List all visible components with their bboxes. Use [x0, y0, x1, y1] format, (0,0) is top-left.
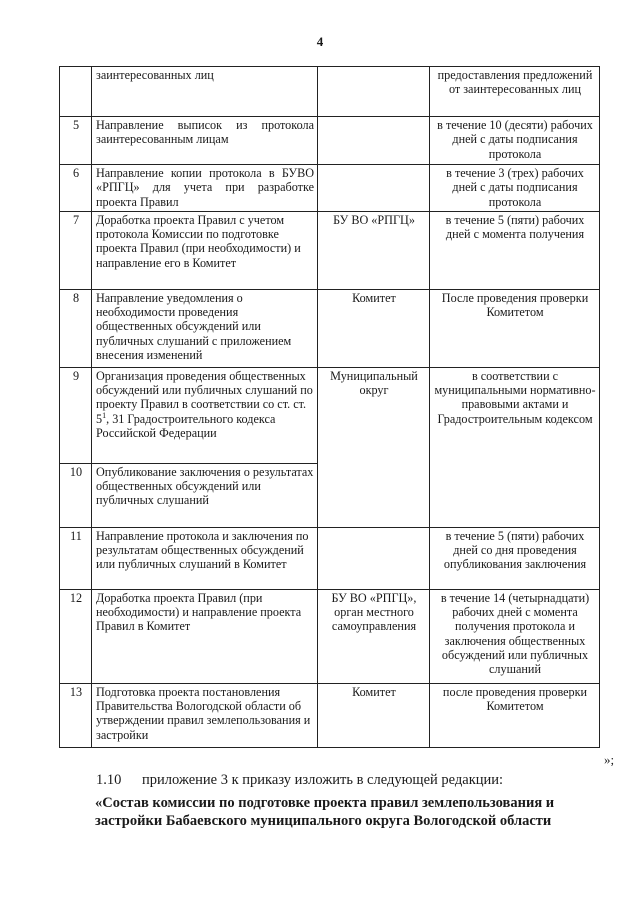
row-responsible: [318, 117, 430, 165]
row-term: в течение 10 (десяти) рабочих дней с даты подписания протокола: [430, 117, 600, 165]
page-number: 4: [316, 34, 324, 49]
row-number: 11: [60, 527, 92, 589]
row-action: Доработка проекта Правил с учетом протокола Комиссии по подготовке проекта Правил (при необходимости) и направление его в Комитет: [92, 211, 318, 289]
row-action: Направление выписок из протокола заинтересованным лицам: [92, 117, 318, 165]
row-number: 13: [60, 683, 92, 747]
table-row: [60, 527, 600, 589]
closing-quote-mark: »;: [604, 752, 615, 767]
row-term: в течение 14 (четырнадцати) рабочих дней с момента получения протокола и заключения общественных обсуждений или публичных слушаний: [430, 589, 600, 683]
row-action: Направление уведомления о необходимости проведения общественных обсуждений или публичных слушаний с приложением внесения изменений: [92, 289, 318, 367]
table-row: [60, 589, 600, 683]
row-action: Направление копии протокола в БУВО «РПГЦ» для учета при разработке проекта Правил: [92, 165, 318, 212]
row-responsible: [318, 165, 430, 212]
row-term: в течение 3 (трех) рабочих дней с даты подписания протокола: [430, 165, 600, 212]
row-responsible: [318, 67, 430, 117]
table-row: [60, 165, 600, 212]
action-text-continued: , 31 Градостроительного кодекса Российской Федерации: [96, 411, 276, 441]
row-term: После проведения проверки Комитетом: [430, 289, 600, 367]
row-responsible: Комитет: [318, 289, 430, 367]
row-responsible: БУ ВО «РПГЦ», орган местного самоуправления: [318, 589, 430, 683]
table-row: [60, 67, 600, 117]
row-number: 9: [60, 367, 92, 463]
row-responsible: Комитет: [318, 683, 430, 747]
row-action: Опубликование заключения о результатах общественных обсуждений или публичных слушаний: [92, 463, 318, 527]
row-number: 6: [60, 165, 92, 212]
table-row: [60, 211, 600, 289]
row-number: 8: [60, 289, 92, 367]
action-text: Организация проведения общественных обсуждений или публичных слушаний по проекту Правил в соответствии со ст. ст. 5: [96, 368, 313, 426]
row-responsible: Муниципальный округ: [318, 367, 430, 527]
row-number: [60, 67, 92, 117]
row-term: в соответствии с муниципальными нормативно-правовыми актами и Градостроительным кодексом: [430, 367, 600, 527]
paragraph-text: приложение 3 к приказу изложить в следующей редакции:: [142, 772, 504, 788]
row-term: предоставления предложений от заинтересованных лиц: [430, 67, 600, 117]
row-term: в течение 5 (пяти) рабочих дней с момента получения: [430, 211, 600, 289]
paragraph-number: 1.10: [96, 772, 122, 788]
commission-heading: «Состав комиссии по подготовке проекта правил землепользования и застройки Бабаевского муниципального округа Вологодской области: [95, 795, 555, 829]
row-action: Подготовка проекта постановления Правительства Вологодской области об утверждении правил землепользования и застройки: [92, 683, 318, 747]
amendment-paragraph: [96, 772, 503, 789]
row-number: 12: [60, 589, 92, 683]
row-number: 5: [60, 117, 92, 165]
row-number: 7: [60, 211, 92, 289]
row-action: заинтересованных лиц: [92, 67, 318, 117]
row-responsible: [318, 527, 430, 589]
table-row: [60, 117, 600, 165]
row-term: после проведения проверки Комитетом: [430, 683, 600, 747]
row-term: в течение 5 (пяти) рабочих дней со дня проведения опубликования заключения: [430, 527, 600, 589]
table-row: [60, 683, 600, 747]
table-row: [60, 289, 600, 367]
row-number: 10: [60, 463, 92, 527]
row-action: Доработка проекта Правил (при необходимости) и направление проекта Правил в Комитет: [92, 589, 318, 683]
row-action: [92, 367, 318, 463]
row-action: Направление протокола и заключения по результатам общественных обсуждений или публичных слушаний в Комитет: [92, 527, 318, 589]
article-superscript: 1: [102, 410, 107, 420]
procedure-table: [59, 66, 600, 748]
row-responsible: БУ ВО «РПГЦ»: [318, 211, 430, 289]
table-row: [60, 367, 600, 463]
